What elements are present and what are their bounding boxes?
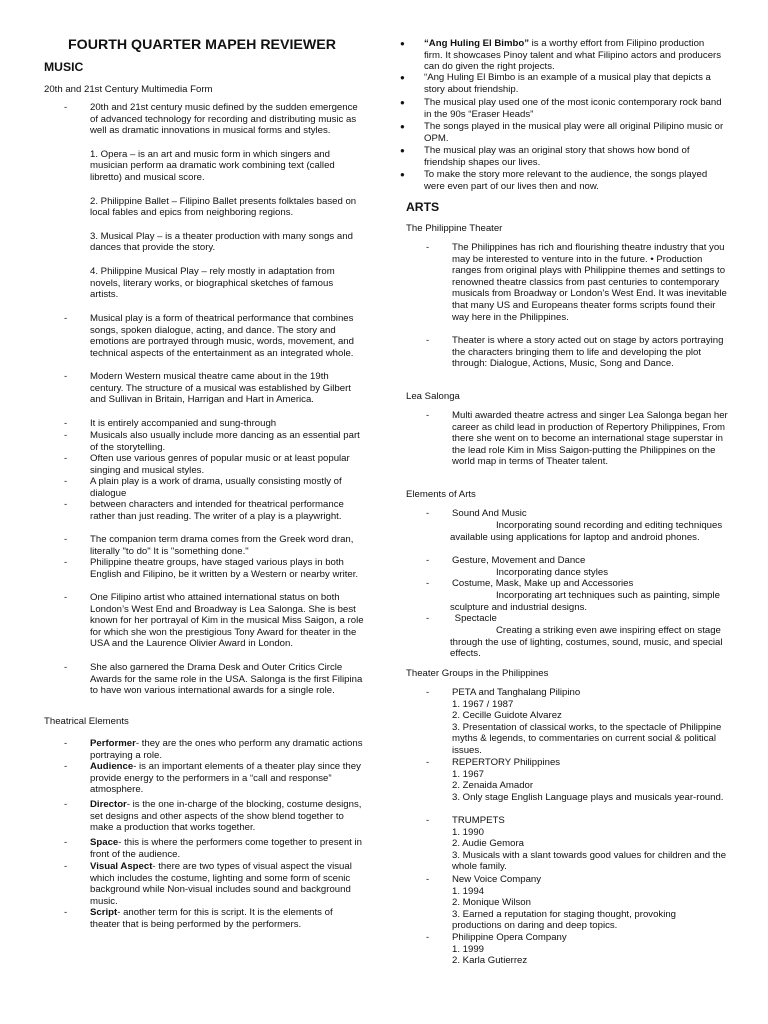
group-name: REPERTORY Philippines <box>452 757 561 768</box>
bullet-dot-icon: ● <box>400 73 405 82</box>
bullet-dot-icon: ● <box>400 39 405 48</box>
theatrical-elements-heading: Theatrical Elements <box>44 716 129 727</box>
theatrical-desc: - they are the ones who perform any dramatic actions portraying a role. <box>90 738 363 761</box>
music-point-text: Philippine theatre groups, have staged various plays in both English and Filipino, be it written by a Western or nearby writer. <box>90 557 359 580</box>
group-desc: 3. Only stage English Language plays and musicals year-round. <box>452 791 724 803</box>
bimbo-text: To make the story more relevant to the audience, the songs played were even part of our lives then and now. <box>424 169 708 192</box>
theater-groups-heading: Theater Groups in the Philippines <box>406 668 549 679</box>
arts-element-desc: Incorporating art techniques such as painting, simple sculpture and industrial designs. <box>450 590 720 613</box>
bimbo-text: The songs played in the musical play were all original Pilipino music or OPM. <box>424 121 724 144</box>
music-point-text: Musical play is a form of theatrical performance that combines songs, spoken dialogue, acting, and dance. The story and emotions are portrayed through music, words, movement, and technical aspects of the entertainment as an integrated whole. <box>90 313 354 359</box>
bullet-dot-icon: ● <box>400 98 405 107</box>
music-form-item: 4. Philippine Musical Play – rely mostly in adaptation from novels, literary works, or biographical sketches of famous artists. <box>90 265 335 301</box>
arts-element-desc: Incorporating dance styles <box>496 567 608 578</box>
music-point-text: Often use various genres of popular music or at least popular singing and musical styles. <box>90 453 350 476</box>
theatrical-term: Visual Aspect <box>90 861 153 872</box>
arts-heading: ARTS <box>406 200 440 214</box>
music-point-text: The companion term drama comes from the Greek word dran, literally "to do" It is "something done." <box>90 534 354 557</box>
group-founder: 2. Cecille Guidote Alvarez <box>452 710 562 722</box>
group-year: 1. 1999 <box>452 943 485 955</box>
elements-of-arts-heading: Elements of Arts <box>406 489 476 500</box>
bimbo-text: The musical play used one of the most iconic contemporary rock band in the 90s “Eraser Heads” <box>424 97 722 120</box>
music-form-item: 1. Opera – is an art and music form in which singers and musician perform aa dramatic work combining text (called libretto) and musical score. <box>90 148 335 183</box>
music-point-text: Musicals also usually include more dancing as an essential part of the storytelling. <box>90 430 360 453</box>
music-subheading: 20th and 21st Century Multimedia Form <box>44 84 213 95</box>
theatrical-desc: - another term for this is script. It is the elements of theater that is being performed by the performers. <box>90 907 333 930</box>
theatrical-desc: - is the one in-charge of the blocking, costume designs, set designs and other aspects of the show blend together to make a production that works together. <box>90 799 362 834</box>
music-form-item: 3. Musical Play – is a theater production with many songs and dances that provide the story. <box>90 230 353 254</box>
music-point-text: One Filipino artist who attained international status on both London’s West End and Broadway is Lea Salonga. She is best known for her portrayal of Kim in the musical Miss Saigon, a role for which she won the prestigious Tony Award for theater in the USA and the Laurence Olivier Award in London. <box>90 592 364 650</box>
group-year: 1. 1990 <box>452 826 485 838</box>
theatrical-term: Director <box>90 799 127 810</box>
arts-element-desc: Creating a striking even awe inspiring effect on stage through the use of lighting, costumes, sound, music, and special effects. <box>450 625 723 660</box>
group-name: TRUMPETS <box>452 815 505 826</box>
theatrical-term: Performer <box>90 738 136 749</box>
group-desc: 3. Musicals with a slant towards good values for children and the whole family. <box>452 849 727 873</box>
group-year: 1. 1967 / 1987 <box>452 698 514 710</box>
theater-point-text: The Philippines has rich and flourishing theatre industry that you may be interested to venture into in the future. • Production ranges from original plays with Philippine themes and settings to renowned theatre classics from past centuries to contemporary musicals from Broadway or London’s West End. It was inevitable that many US and Europeans theater forms scripts found their way here in the Philippines. <box>452 242 727 323</box>
group-desc: 3. Earned a reputation for staging thought, provoking productions on daring and deep topics. <box>452 908 677 932</box>
bullet-dot-icon: ● <box>400 146 405 155</box>
bimbo-text: is a worthy effort from Filipino production firm. It showcases Pinoy talent and what Filipino actors and producers can do given the right projects. <box>424 38 722 73</box>
document-title: FOURTH QUARTER MAPEH REVIEWER <box>68 37 336 53</box>
philippine-theater-heading: The Philippine Theater <box>406 223 503 234</box>
group-name: New Voice Company <box>452 874 542 885</box>
lea-salonga-heading: Lea Salonga <box>406 391 460 402</box>
theater-point-text: Theater is where a story acted out on stage by actors portraying the characters bringing them to life and developing the plot through: Dialogue, Actions, Music, Song and Dance. <box>452 335 724 370</box>
group-founder: 2. Karla Gutierrez <box>452 955 528 967</box>
music-intro-text: 20th and 21st century music defined by the sudden emergence of advanced technology for recording and distributing music as well as dramatic innovations in musical forms and styles. <box>90 102 358 137</box>
group-founder: 2. Zenaida Amador <box>452 780 534 792</box>
music-heading: MUSIC <box>44 60 84 74</box>
arts-element-name: Spectacle <box>452 613 497 624</box>
bullet-dot-icon: ● <box>400 122 405 131</box>
theatrical-desc: - is an important elements of a theater play since they provide energy to the performers in a “call and response” atmosphere. <box>90 761 361 796</box>
group-founder: 2. Audie Gemora <box>452 838 524 850</box>
music-point-text: It is entirely accompanied and sung-through <box>90 418 277 429</box>
group-year: 1. 1994 <box>452 885 485 897</box>
theatrical-desc: - this is where the performers come together to present in front of the audience. <box>90 837 362 860</box>
arts-element-name: Gesture, Movement and Dance <box>452 555 586 566</box>
group-name: PETA and Tanghalang Pilipino <box>452 687 581 698</box>
bimbo-text: “Ang Huling El Bimbo is an example of a musical play that depicts a story about friendship. <box>424 72 711 95</box>
theatrical-term: Audience <box>90 761 134 772</box>
music-form-item: 2. Philippine Ballet – Filipino Ballet presents folktales based on local fables and epics from neighboring regions. <box>90 195 357 219</box>
arts-element-name: Sound And Music <box>452 508 527 519</box>
bimbo-term: “Ang Huling El Bimbo” <box>424 38 529 49</box>
theatrical-desc: - there are two types of visual aspect the visual which includes the costume, lighting and some form of scenic background while Non-visual includes sound and background music. <box>90 861 352 907</box>
bimbo-text: The musical play was an original story that shows how bond of friendship shapes our lives. <box>424 145 690 168</box>
music-point-text: Modern Western musical theatre came about in the 19th century. The structure of a musical was established by Gilbert and Sullivan in Britain, Harrigan and Hart in America. <box>90 371 351 406</box>
group-desc: 3. Presentation of classical works, to the spectacle of Philippine myths & legends, to commentaries on current social & political issues. <box>452 721 722 756</box>
lea-salonga-text: Multi awarded theatre actress and singer Lea Salonga began her career as child lead in production of Repertory Philippines, From there she went on to become an international stage superstar in the lead role Kim in Miss Saigon-putting the Philippines on the world map in terms of Theater talent. <box>452 410 728 468</box>
arts-element-name: Costume, Mask, Make up and Accessories <box>452 578 634 589</box>
theatrical-term: Space <box>90 837 119 848</box>
group-name: Philippine Opera Company <box>452 932 567 943</box>
group-year: 1. 1967 <box>452 768 485 780</box>
bullet-dot-icon: ● <box>400 170 405 179</box>
theatrical-term: Script <box>90 907 118 918</box>
group-founder: 2. Monique Wilson <box>452 897 531 909</box>
music-point-text: between characters and intended for theatrical performance rather than just reading. The writer of a play is a playwright. <box>90 499 344 522</box>
arts-element-desc: Incorporating sound recording and editing techniques available using applications for laptop and android phones. <box>450 520 723 543</box>
music-point-text: A plain play is a work of drama, usually consisting mostly of dialogue <box>90 476 342 499</box>
music-point-text: She also garnered the Drama Desk and Outer Critics Circle Awards for the same role in the USA. Salonga is the first Filipina to have won various international awards for a single role. <box>90 662 363 697</box>
